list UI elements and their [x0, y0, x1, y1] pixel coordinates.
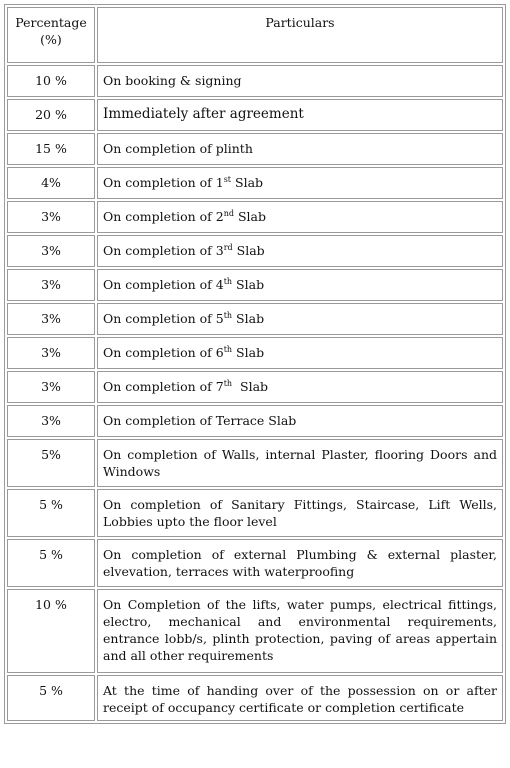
row-percentage: 3% — [7, 337, 95, 369]
ordinal-suffix: th — [223, 344, 233, 354]
row-percentage: 3% — [7, 235, 95, 267]
row-particulars — [97, 269, 503, 301]
row-percentage: 10 % — [7, 589, 95, 673]
table-row — [7, 675, 503, 721]
row-particulars: On booking & signing — [97, 65, 503, 97]
row-particulars — [97, 201, 503, 233]
ordinal-suffix: rd — [223, 242, 233, 252]
row-percentage: 20 % — [7, 99, 95, 131]
row-particulars — [97, 167, 503, 199]
row-percentage: 3% — [7, 269, 95, 301]
row-particulars: On completion of Sanitary Fittings, Staircase, Lift Wells, Lobbies upto the floor level — [97, 489, 503, 537]
ordinal-suffix: th — [223, 276, 233, 286]
header-percentage: Percentage (%) — [7, 7, 95, 63]
table-row — [7, 99, 503, 131]
row-percentage: 10 % — [7, 65, 95, 97]
slab-label-suffix: Slab — [232, 311, 265, 326]
row-particulars: On completion of Walls, internal Plaster, flooring Doors and Windows — [97, 439, 503, 487]
row-particulars — [97, 235, 503, 267]
table-row — [7, 405, 503, 437]
slab-label-suffix: Slab — [232, 345, 265, 360]
table-row — [7, 133, 503, 165]
row-percentage: 5% — [7, 439, 95, 487]
row-particulars: On Completion of the lifts, water pumps, electrical fittings, electro, mechanical and environmental requirements, entrance lobb/s, plinth protection, paving of areas appertain and all other requirements — [97, 589, 503, 673]
slab-label-prefix: On completion of 2 — [103, 209, 224, 224]
row-particulars — [97, 371, 503, 403]
ordinal-suffix: st — [223, 174, 232, 184]
row-percentage: 5 % — [7, 489, 95, 537]
payment-schedule-table — [4, 4, 506, 724]
ordinal-suffix: nd — [223, 208, 234, 218]
table-row — [7, 65, 503, 97]
table-row — [7, 201, 503, 233]
slab-label-suffix: Slab — [231, 175, 264, 190]
row-percentage: 5 % — [7, 675, 95, 721]
ordinal-suffix: th — [223, 378, 233, 388]
slab-label-prefix: On completion of 5 — [103, 311, 224, 326]
slab-label-suffix: Slab — [232, 243, 265, 258]
header-row — [7, 7, 503, 63]
table-row — [7, 589, 503, 673]
row-particulars: On completion of Terrace Slab — [97, 405, 503, 437]
row-percentage: 3% — [7, 371, 95, 403]
table-row — [7, 539, 503, 587]
row-percentage: 4% — [7, 167, 95, 199]
table-row — [7, 371, 503, 403]
ordinal-suffix: th — [223, 310, 233, 320]
slab-label-suffix: Slab — [233, 209, 266, 224]
slab-label-prefix: On completion of 7 — [103, 379, 224, 394]
header-particulars: Particulars — [97, 7, 503, 63]
slab-label-suffix: Slab — [232, 277, 265, 292]
table-row — [7, 439, 503, 487]
row-particulars — [97, 303, 503, 335]
row-percentage: 15 % — [7, 133, 95, 165]
row-particulars — [97, 337, 503, 369]
slab-label-suffix: Slab — [232, 379, 269, 394]
row-percentage: 3% — [7, 405, 95, 437]
row-percentage: 3% — [7, 201, 95, 233]
table-row — [7, 337, 503, 369]
row-particulars: On completion of external Plumbing & external plaster, elvevation, terraces with waterproofing — [97, 539, 503, 587]
table-row — [7, 269, 503, 301]
slab-label-prefix: On completion of 4 — [103, 277, 224, 292]
slab-label-prefix: On completion of 3 — [103, 243, 224, 258]
row-percentage: 3% — [7, 303, 95, 335]
row-percentage: 5 % — [7, 539, 95, 587]
table-row — [7, 303, 503, 335]
row-particulars: On completion of plinth — [97, 133, 503, 165]
table-row — [7, 489, 503, 537]
row-particulars: At the time of handing over of the possession on or after receipt of occupancy certificate or completion certificate — [97, 675, 503, 721]
table-row — [7, 167, 503, 199]
table-row — [7, 235, 503, 267]
slab-label-prefix: On completion of 1 — [103, 175, 224, 190]
slab-label-prefix: On completion of 6 — [103, 345, 224, 360]
row-particulars: Immediately after agreement — [97, 99, 503, 131]
